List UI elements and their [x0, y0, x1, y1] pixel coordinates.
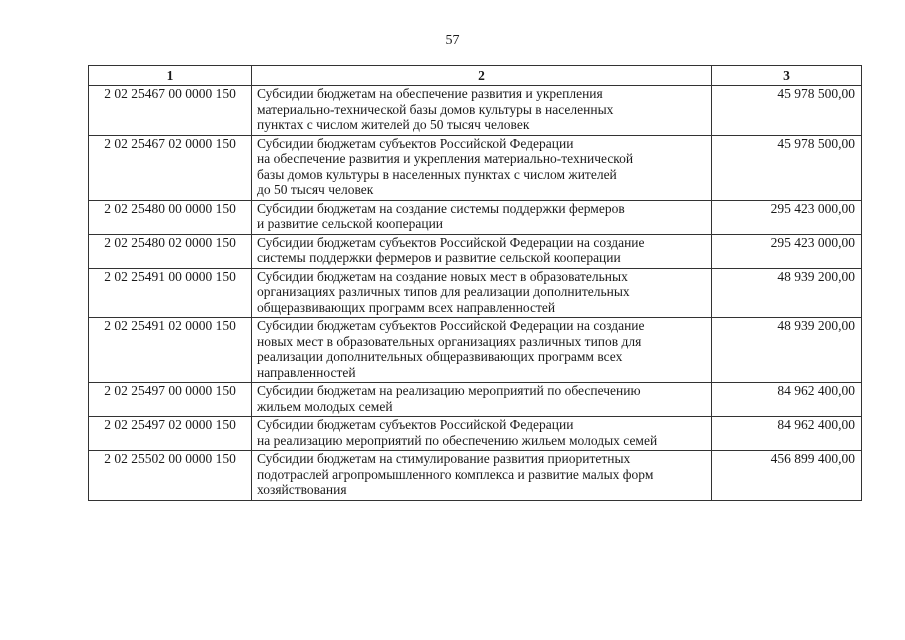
- income-code-cell: 2 02 25497 02 0000 150: [89, 417, 252, 451]
- income-code-cell: 2 02 25491 02 0000 150: [89, 318, 252, 383]
- table-row: [89, 135, 862, 200]
- table-body: [89, 86, 862, 501]
- table-row: [89, 268, 862, 318]
- budget-table: [88, 65, 862, 501]
- table-row: [89, 200, 862, 234]
- income-name-cell: [252, 86, 712, 136]
- income-name-line: на реализацию мероприятий по обеспечению жильем молодых семей: [257, 432, 658, 448]
- column-header-amount: 3: [712, 66, 862, 86]
- table-row: [89, 86, 862, 136]
- income-code-cell: 2 02 25467 02 0000 150: [89, 135, 252, 200]
- income-name-line: Субсидии бюджетам на создание системы поддержки фермеров: [257, 200, 625, 216]
- table-row: [89, 234, 862, 268]
- income-name-line: хозяйствования: [257, 482, 347, 497]
- income-code-cell: 2 02 25467 00 0000 150: [89, 86, 252, 136]
- amount-cell: 84 962 400,00: [712, 417, 862, 451]
- table-row: [89, 318, 862, 383]
- income-name-line: реализации дополнительных общеразвивающих программ всех: [257, 349, 623, 364]
- table-header: [89, 66, 862, 86]
- income-name-cell: [252, 234, 712, 268]
- income-name-line: пунктах с числом жителей до 50 тысяч человек: [257, 117, 530, 132]
- income-name-line: до 50 тысяч человек: [257, 182, 374, 197]
- income-code-cell: 2 02 25502 00 0000 150: [89, 451, 252, 501]
- page-number: 57: [445, 33, 460, 48]
- amount-cell: 84 962 400,00: [712, 383, 862, 417]
- income-name-cell: [252, 135, 712, 200]
- amount-cell: 48 939 200,00: [712, 318, 862, 383]
- column-header-name: 2: [252, 66, 712, 86]
- table-row: [89, 417, 862, 451]
- income-name-line: материально-технической базы домов культуры в населенных: [257, 101, 614, 117]
- income-code-cell: 2 02 25497 00 0000 150: [89, 383, 252, 417]
- income-name-line: Субсидии бюджетам на реализацию мероприятий по обеспечению: [257, 383, 641, 398]
- income-name-line: новых мест в образовательных организациях различных типов для: [257, 333, 642, 349]
- amount-cell: 48 939 200,00: [712, 268, 862, 318]
- income-name-line: Субсидии бюджетам субъектов Российской Федерации на создание: [257, 318, 645, 333]
- income-name-line: жильем молодых семей: [257, 398, 393, 414]
- income-name-line: Субсидии бюджетам субъектов Российской Федерации: [257, 135, 574, 151]
- amount-cell: 295 423 000,00: [712, 234, 862, 268]
- income-name-line: на обеспечение развития и укрепления материально-технической: [257, 151, 634, 166]
- income-name-line: базы домов культуры в населенных пунктах с числом жителей: [257, 166, 617, 182]
- table-row: [89, 383, 862, 417]
- income-name-line: общеразвивающих программ всех направленностей: [257, 299, 556, 315]
- amount-cell: 45 978 500,00: [712, 135, 862, 200]
- income-name-line: Субсидии бюджетам субъектов Российской Федерации: [257, 417, 574, 432]
- income-name-line: и развитие сельской кооперации: [257, 216, 444, 231]
- income-name-line: организациях различных типов для реализации дополнительных: [257, 284, 630, 299]
- income-name-line: направленностей: [257, 364, 356, 380]
- income-code-cell: 2 02 25491 00 0000 150: [89, 268, 252, 318]
- income-name-cell: [252, 200, 712, 234]
- income-name-cell: [252, 451, 712, 501]
- amount-cell: 456 899 400,00: [712, 451, 862, 501]
- column-header-code: 1: [89, 66, 252, 86]
- income-name-line: подотраслей агропромышленного комплекса и развитие малых форм: [257, 466, 654, 482]
- income-name-cell: [252, 417, 712, 451]
- amount-cell: 295 423 000,00: [712, 200, 862, 234]
- amount-cell: 45 978 500,00: [712, 86, 862, 136]
- table-row: [89, 451, 862, 501]
- income-name-cell: [252, 268, 712, 318]
- income-name-line: Субсидии бюджетам на стимулирование развития приоритетных: [257, 451, 631, 466]
- income-name-cell: [252, 318, 712, 383]
- income-code-cell: 2 02 25480 02 0000 150: [89, 234, 252, 268]
- header-row: [89, 66, 862, 86]
- income-code-cell: 2 02 25480 00 0000 150: [89, 200, 252, 234]
- income-name-line: Субсидии бюджетам на обеспечение развития и укрепления: [257, 86, 603, 101]
- income-name-line: Субсидии бюджетам на создание новых мест в образовательных: [257, 268, 628, 284]
- income-name-line: Субсидии бюджетам субъектов Российской Федерации на создание: [257, 234, 645, 250]
- income-name-cell: [252, 383, 712, 417]
- income-name-line: системы поддержки фермеров и развитие сельской кооперации: [257, 250, 621, 265]
